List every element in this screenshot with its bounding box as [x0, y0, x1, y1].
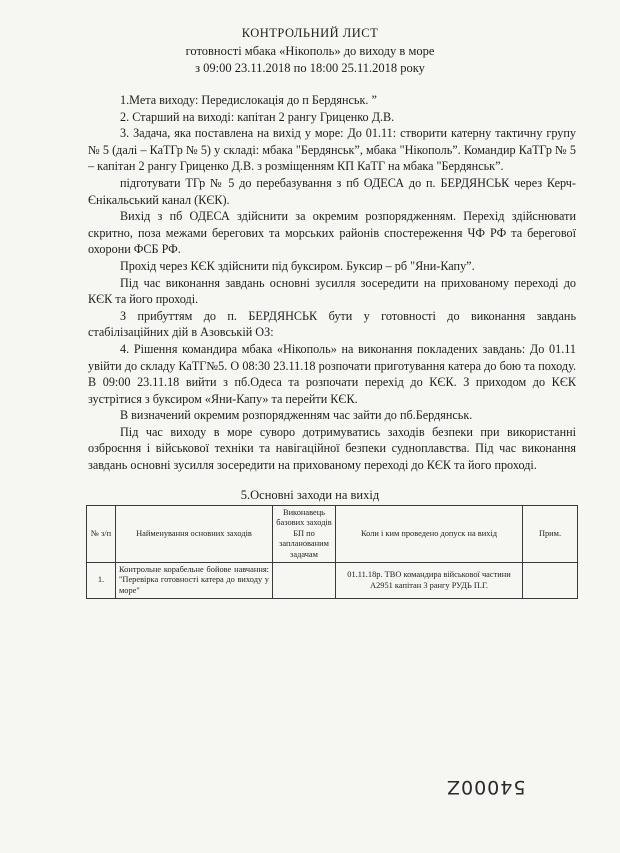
header-executor: Виконавець базових заходів БП по запланованим задачам	[273, 506, 336, 563]
document-title: КОНТРОЛЬНИЙ ЛИСТ	[241, 26, 379, 40]
document-subtitle: готовності мбака «Нікополь» до виходу в море	[185, 44, 435, 58]
section-title: 5.Основні заходи на вихід	[240, 488, 380, 502]
paragraph-goal: 1.Мета виходу: Передислокація до п Бердянськ. ˮ	[120, 93, 377, 107]
cell-executor	[273, 563, 336, 599]
cell-measure: Контрольне корабельне бойове навчання: "Перевірка готовності катера до виходу у море"	[116, 563, 273, 599]
paragraph-exit: Вихід з пб ОДЕСА здійснити за окремим розпорядженням. Перехід здійснювати скритно, поза межами берегових та морських районів спостереження ЧФ РФ та берегової охорони ФСБ РФ.	[88, 209, 576, 257]
paragraph-efforts: Під час виконання завдань основні зусилля зосередити на прихованому переході до КЄК та його проході.	[88, 275, 576, 307]
paragraph-passage: Прохід через КЄК здійснити під буксиром. Буксир – рб "Яни-Капуˮ.	[120, 258, 475, 273]
paragraph-senior: 2. Старший на виході: капітан 2 рангу Гриценко Д.В.	[120, 109, 395, 124]
cell-note	[523, 563, 578, 599]
measures-table	[86, 505, 578, 599]
header-note: Прим.	[523, 506, 578, 563]
paragraph-task: 3. Задача, яка поставлена на вихід у море: До 01.11: створити катерну тактичну групу № 5 (далі – КаТГр № 5) у складі: мбака "Бердянськˮ, мбака "Нікопольˮ. Командир КаТГр № 5 – капітан 2 рангу Гриценко Д.В. з розміщенням КП КаТГ на мбака "Бердянськˮ.	[88, 126, 576, 174]
document-body	[88, 92, 576, 474]
cell-number: 1.	[87, 563, 116, 599]
paragraph-arrival: З прибуттям до п. БЕРДЯНСЬК бути у готовності до виконання завдань стабілізаційних дій в Азовській ОЗ:	[88, 308, 576, 340]
header-measures: Найменування основних заходів	[116, 506, 273, 563]
cell-admission: 01.11.18р. ТВО командира військової частини А2951 капітан 3 рангу РУДЬ П.Г.	[336, 563, 523, 599]
header-number: № з/п	[87, 506, 116, 563]
table-header-row	[87, 506, 578, 563]
header-admission: Коли і ким проведено допуск на вихід	[336, 506, 523, 563]
paragraph-safety: Під час виходу в море суворо дотримуватись заходів безпеки при використанні озброєння і військової техніки та навігаційної безпеки судноплавства. Під час виконання завдань основні зусилля зосередити на прихованому переході до КЄК та його проході.	[88, 424, 576, 473]
paragraph-prepare: підготувати ТГр № 5 до перебазування з пб ОДЕСА до п. БЕРДЯНСЬК через Керч-Єнікальський канал (КЄК).	[88, 175, 576, 207]
paragraph-decision: 4. Рішення командира мбака «Нікополь» на виконання покладених завдань: До 01.11 увійти до складу КаТГ№5. О 08:30 23.11.18 розпочати приготування катера до бою та походу. В 09:00 23.11.18 вийти з пб.Одеса та розпочати перехід до КЄК. З приходом до КЄК зустрітися з буксиром «Яни-Капу» та перейти КЄК.	[88, 341, 576, 406]
table-row	[87, 563, 578, 599]
paragraph-berdyansk: В визначений окремим розпорядженням час зайти до пб.Бердянськ.	[120, 408, 473, 423]
handwritten-number: 54000Z	[446, 776, 526, 798]
document-period: з 09:00 23.11.2018 по 18:00 25.11.2018 року	[195, 61, 425, 75]
